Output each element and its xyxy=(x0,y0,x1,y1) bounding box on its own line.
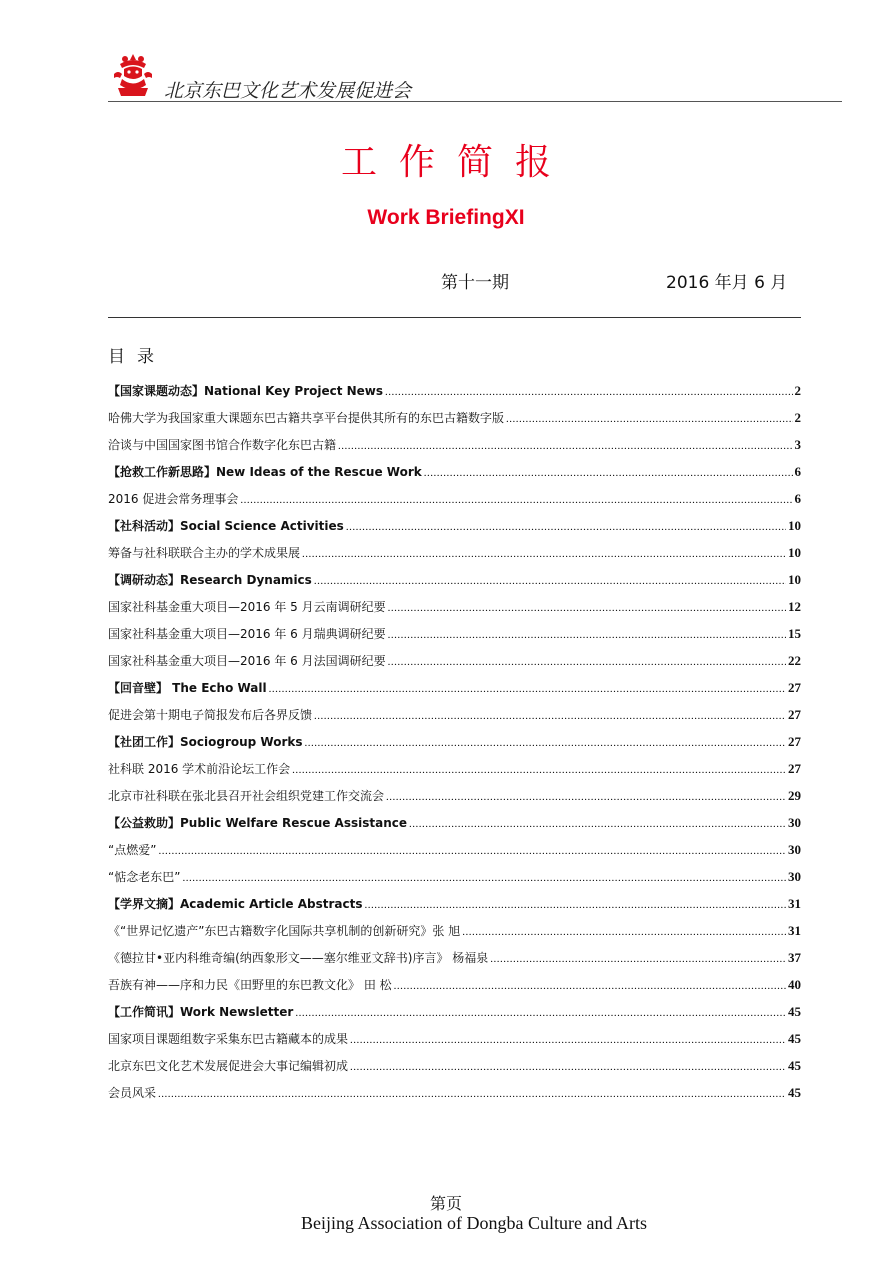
toc-item[interactable] xyxy=(108,814,801,841)
toc-item[interactable] xyxy=(108,517,801,544)
toc-item-title: 国家社科基金重大项目—2016 年 6 月法国调研纪要 xyxy=(108,654,386,668)
toc-item-title: 筹备与社科联联合主办的学术成果展 xyxy=(108,546,301,560)
toc-item-page: 40 xyxy=(788,977,801,992)
toc-leader xyxy=(506,411,792,426)
toc-item-title: 哈佛大学为我国家重大课题东巴古籍共享平台提供其所有的东巴古籍数字版 xyxy=(108,411,505,425)
toc-item[interactable] xyxy=(108,490,801,517)
toc-item-title: 【公益救助】Public Welfare Rescue Assistance xyxy=(108,816,408,830)
toc-leader xyxy=(365,897,787,912)
toc-leader xyxy=(386,789,786,804)
toc-item[interactable] xyxy=(108,679,801,706)
toc-item-page: 2 xyxy=(794,410,801,425)
toc-item[interactable] xyxy=(108,463,801,490)
toc-item-title: 促进会第十期电子简报发布后各界反馈 xyxy=(108,708,313,722)
toc-item-page: 30 xyxy=(788,815,801,830)
issue-date: 2016 年月 6 月 xyxy=(666,273,788,293)
toc-item-title: 【国家课题动态】National Key Project News xyxy=(108,384,384,398)
toc-item[interactable] xyxy=(108,625,801,652)
toc-item-title: “点燃爱” xyxy=(108,843,157,857)
toc-leader xyxy=(338,438,792,453)
toc-item[interactable] xyxy=(108,733,801,760)
toc-leader xyxy=(350,1059,786,1074)
toc-item-page: 45 xyxy=(788,1004,801,1019)
toc-item-page: 12 xyxy=(788,599,801,614)
toc-item-page: 31 xyxy=(788,923,801,938)
header-divider xyxy=(108,101,842,102)
toc-leader xyxy=(388,654,786,669)
table-of-contents xyxy=(108,382,801,1111)
toc-item[interactable] xyxy=(108,1057,801,1084)
toc-leader xyxy=(424,465,793,480)
toc-item[interactable] xyxy=(108,1003,801,1030)
toc-item-page: 10 xyxy=(788,518,801,533)
toc-item[interactable] xyxy=(108,841,801,868)
toc-item[interactable] xyxy=(108,976,801,1003)
toc-item[interactable] xyxy=(108,868,801,895)
toc-leader xyxy=(295,1005,786,1020)
toc-item-title: 【工作简讯】Work Newsletter xyxy=(108,1005,294,1019)
toc-item-title: 洽谈与中国国家图书馆合作数字化东巴古籍 xyxy=(108,438,337,452)
toc-item-title: 吾族有神——序和力民《田野里的东巴教文化》 田 松 xyxy=(108,978,392,992)
toc-leader xyxy=(240,492,792,507)
toc-leader xyxy=(302,546,786,561)
toc-item-title: 社科联 2016 学术前沿论坛工作会 xyxy=(108,762,291,776)
toc-item-title: 国家社科基金重大项目—2016 年 6 月瑞典调研纪要 xyxy=(108,627,386,641)
toc-item-page: 27 xyxy=(788,680,801,695)
toc-item-title: 【抢救工作新思路】New Ideas of the Rescue Work xyxy=(108,465,422,479)
toc-item-page: 37 xyxy=(788,950,801,965)
toc-leader xyxy=(462,924,786,939)
page-title: 工作简报 xyxy=(340,142,573,183)
toc-leader xyxy=(409,816,786,831)
toc-item[interactable] xyxy=(108,949,801,976)
toc-item-page: 29 xyxy=(788,788,801,803)
toc-item-title: 北京东巴文化艺术发展促进会大事记编辑初成 xyxy=(108,1059,349,1073)
toc-item-title: 国家项目课题组数字采集东巴古籍藏本的成果 xyxy=(108,1032,349,1046)
toc-leader xyxy=(269,681,786,696)
toc-item-page: 27 xyxy=(788,734,801,749)
toc-item-page: 22 xyxy=(788,653,801,668)
toc-item[interactable] xyxy=(108,436,801,463)
toc-leader xyxy=(182,870,786,885)
toc-item-title: 会员风采 xyxy=(108,1086,157,1100)
toc-item[interactable] xyxy=(108,787,801,814)
issue-number: 第十一期 xyxy=(441,273,509,293)
toc-item-page: 45 xyxy=(788,1085,801,1100)
toc-item-page: 10 xyxy=(788,572,801,587)
toc-item-page: 30 xyxy=(788,842,801,857)
toc-leader xyxy=(388,600,786,615)
toc-leader xyxy=(350,1032,786,1047)
toc-item-page: 6 xyxy=(794,491,801,506)
toc-leader xyxy=(388,627,786,642)
toc-leader xyxy=(346,519,786,534)
toc-item[interactable] xyxy=(108,895,801,922)
toc-item-page: 30 xyxy=(788,869,801,884)
title-divider xyxy=(108,317,801,318)
toc-leader xyxy=(314,573,786,588)
toc-item[interactable] xyxy=(108,706,801,733)
footer-page-label: 第页 xyxy=(429,1194,462,1213)
toc-item[interactable] xyxy=(108,652,801,679)
toc-item-page: 15 xyxy=(788,626,801,641)
toc-item-page: 31 xyxy=(788,896,801,911)
toc-leader xyxy=(490,951,786,966)
toc-item-page: 27 xyxy=(788,761,801,776)
toc-heading: 目录 xyxy=(108,347,166,367)
toc-item-page: 45 xyxy=(788,1058,801,1073)
toc-item-page: 2 xyxy=(794,383,801,398)
toc-item-page: 45 xyxy=(788,1031,801,1046)
footer-org-name: Beijing Association of Dongba Culture and Arts xyxy=(301,1213,647,1233)
toc-item[interactable] xyxy=(108,409,801,436)
toc-item[interactable] xyxy=(108,1084,801,1111)
toc-item-title: 国家社科基金重大项目—2016 年 5 月云南调研纪要 xyxy=(108,600,386,614)
toc-item-title: 《“世界记忆遗产”东巴古籍数字化国际共享机制的创新研究》张 旭 xyxy=(108,924,461,938)
dongba-logo-icon xyxy=(112,52,154,98)
toc-leader xyxy=(158,843,786,858)
toc-item[interactable] xyxy=(108,760,801,787)
toc-item-title: 【社团工作】Sociogroup Works xyxy=(108,735,303,749)
toc-item-title: 北京市社科联在张北县召开社会组织党建工作交流会 xyxy=(108,789,385,803)
toc-leader xyxy=(385,384,792,399)
toc-item[interactable] xyxy=(108,382,801,409)
toc-item-title: “惦念老东巴” xyxy=(108,870,181,884)
toc-item-title: 2016 促进会常务理事会 xyxy=(108,492,239,506)
toc-item[interactable] xyxy=(108,922,801,949)
header-org-name: 北京东巴文化艺术发展促进会 xyxy=(164,80,412,102)
toc-item-title: 【学界文摘】Academic Article Abstracts xyxy=(108,897,363,911)
page-subtitle: Work BriefingXI xyxy=(367,206,525,229)
toc-item-page: 10 xyxy=(788,545,801,560)
toc-item-title: 《德拉甘•亚内科维奇编(纳西象形文——塞尔维亚文辞书)序言》 杨福泉 xyxy=(108,951,489,965)
toc-item-page: 27 xyxy=(788,707,801,722)
toc-item-title: 【回音壁】 The Echo Wall xyxy=(108,681,267,695)
toc-item[interactable] xyxy=(108,571,801,598)
toc-item-title: 【社科活动】Social Science Activities xyxy=(108,519,344,533)
toc-item-page: 6 xyxy=(794,464,801,479)
toc-item-page: 3 xyxy=(794,437,801,452)
toc-leader xyxy=(158,1086,786,1101)
toc-item[interactable] xyxy=(108,1030,801,1057)
toc-leader xyxy=(394,978,786,993)
toc-item[interactable] xyxy=(108,544,801,571)
toc-item-title: 【调研动态】Research Dynamics xyxy=(108,573,312,587)
toc-item[interactable] xyxy=(108,598,801,625)
toc-leader xyxy=(292,762,786,777)
page-header xyxy=(108,52,842,102)
toc-leader xyxy=(314,708,786,723)
toc-leader xyxy=(305,735,786,750)
